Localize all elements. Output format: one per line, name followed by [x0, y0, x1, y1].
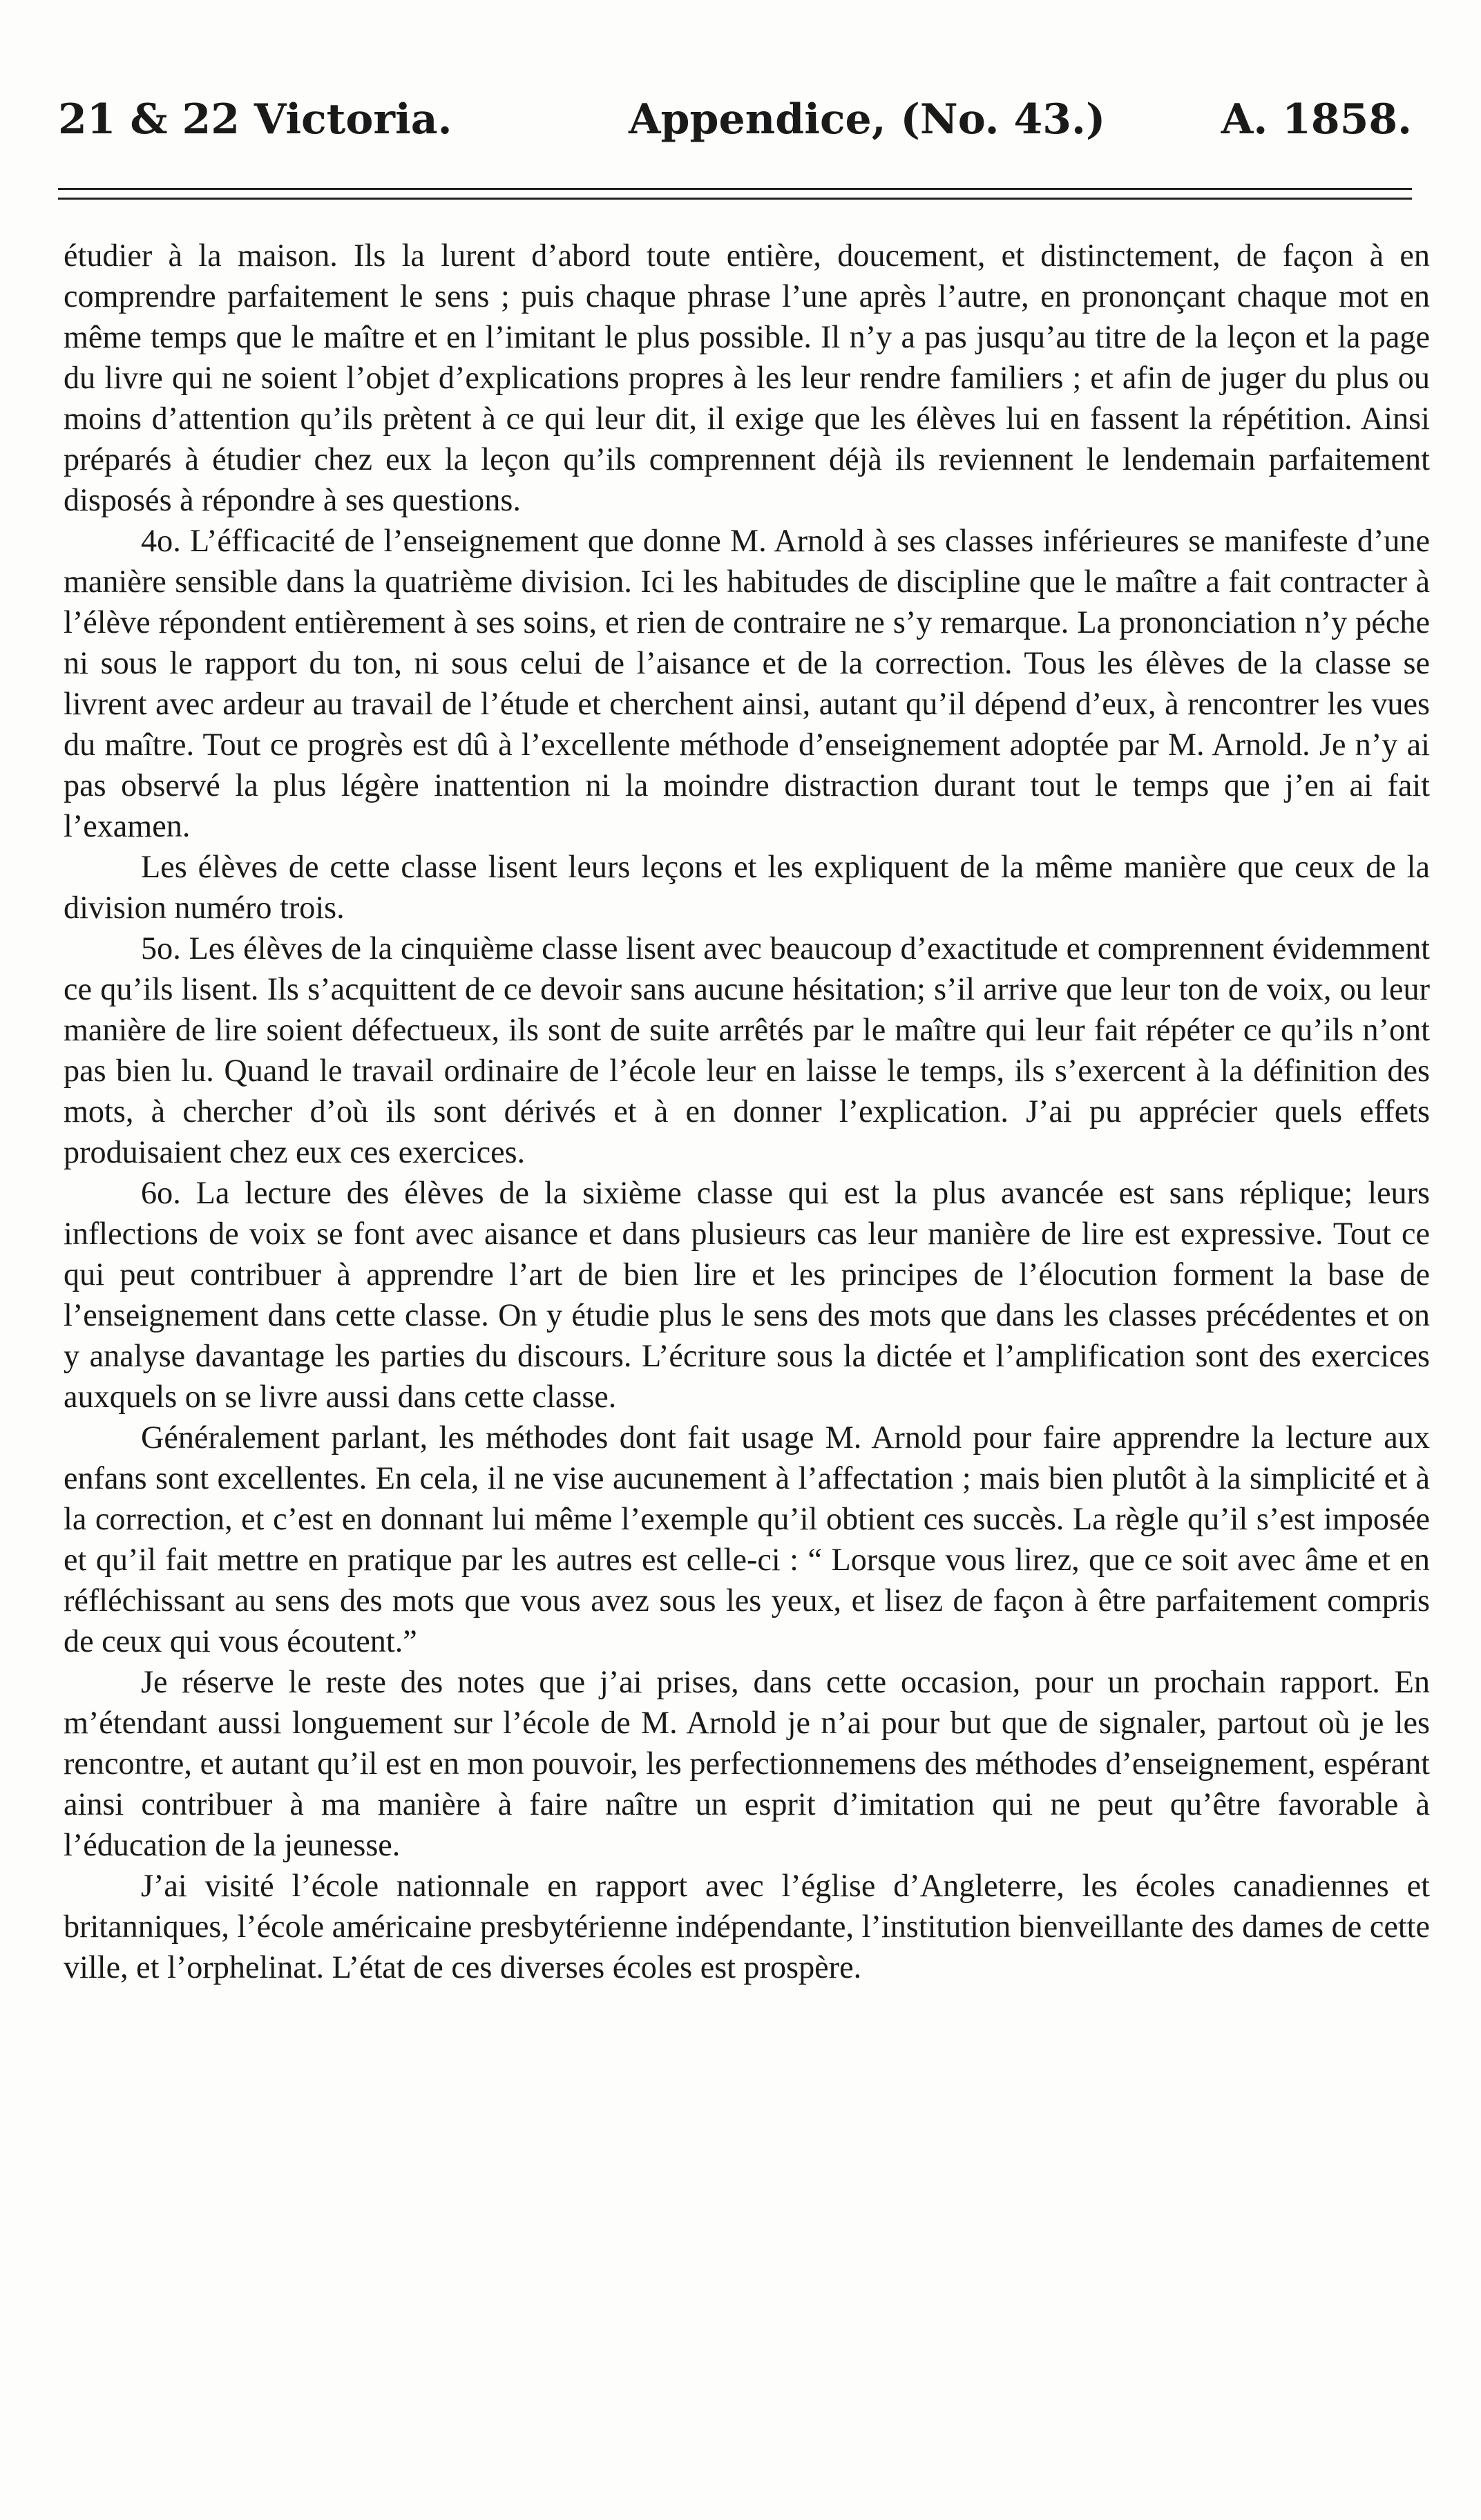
header-rule-bottom — [58, 198, 1412, 200]
header-year: A. 1858. — [1221, 95, 1412, 144]
paragraph-reserve: Je réserve le reste des notes que j’ai prises, dans cette occasion, pour un prochain rapport. En m’étendant aussi longuement sur l’école de M. Arnold je n’ai pour but que de signaler, partout où je les rencontre, et autant qu’il est en mon pouvoir, les perfectionnemens des méthodes d’enseignement, espérant ainsi contribuer à ma manière à faire naître un esprit d’imitation qui ne peut qu’être favorable à l’éducation de la jeunesse. — [64, 1664, 1430, 1862]
paragraph-visite: J’ai visité l’école nationnale en rapport avec l’église d’Angleterre, les écoles canadiennes et britanniques, l’école américaine presbytérienne indépendante, l’institution bienveillante des dames de cette ville, et l’orphelinat. L’état de ces diverses écoles est prospère. — [64, 1868, 1430, 1985]
body-text — [64, 235, 1430, 1987]
paragraph-lecons: Les élèves de cette classe lisent leurs leçons et les expliquent de la même manière que ceux de la division numéro trois. — [64, 849, 1430, 925]
paragraph-continuation: étudier à la maison. Ils la lurent d’abord toute entière, doucement, et distinctement, de façon à en comprendre parfaitement le sens ; puis chaque phrase l’une après l’autre, en prononçant chaque mot en même temps que le maître et en l’imitant le plus possible. Il n’y a pas jusqu’au titre de la leçon et la page du livre qui ne soient l’objet d’explications propres à les leur rendre familiers ; et afin de juger du plus ou moins d’attention qu’ils prètent à ce qui leur dit, il exige que les élèves lui en fassent la répétition. Ainsi préparés à étudier chez eux la leçon qu’ils comprennent déjà ils reviennent le lendemain parfaitement disposés à répondre à ses questions. — [64, 238, 1430, 517]
paragraph-6o: 6o. La lecture des élèves de la sixième classe qui est la plus avancée est sans réplique; leurs inflections de voix se font avec aisance et dans plusieurs cas leur manière de lire est expressive. Tout ce qui peut contribuer à apprendre l’art de bien lire et les principes de l’élocution forment la base de l’enseignement dans cette classe. On y étudie plus le sens des mots que dans les classes précédentes et on y analyse davantage les parties du discours. L’écriture sous la dictée et l’amplification sont des exercices auxquels on se livre aussi dans cette classe. — [64, 1175, 1430, 1414]
header-rule-top — [58, 188, 1412, 190]
paragraph-generalement: Généralement parlant, les méthodes dont fait usage M. Arnold pour faire apprendre la lecture aux enfans sont excellentes. En cela, il ne vise aucunement à l’affectation ; mais bien plutôt à la simplicité et à la correction, et c’est en donnant lui même l’exemple qu’il obtient ces succès. La règle qu’il s’est imposée et qu’il fait mettre en pratique par les autres est celle-ci : “ Lorsque vous lirez, que ce soit avec âme et en réfléchissant au sens des mots que vous avez sous les yeux, et lisez de façon à être parfaitement compris de ceux qui vous écoutent.” — [64, 1420, 1430, 1659]
header-appendix-number: Appendice, (No. 43.) — [629, 95, 1106, 144]
running-header — [58, 88, 1412, 151]
paragraph-5o: 5o. Les élèves de la cinquième classe lisent avec beaucoup d’exactitude et comprennent évidemment ce qu’ils lisent. Ils s’acquittent de ce devoir sans aucune hésitation; s’il arrive que leur ton de voix, ou leur manière de lire soient défectueux, ils sont de suite arrêtés par le maître qui leur fait répéter ce qu’ils n’ont pas bien lu. Quand le travail ordinaire de l’école leur en laisse le temps, ils s’exercent à la définition des mots, à chercher d’où ils sont dérivés et à en donner l’explication. J’ai pu apprécier quels effets produisaient chez eux ces exercices. — [64, 930, 1430, 1170]
paragraph-4o: 4o. L’éfficacité de l’enseignement que donne M. Arnold à ses classes inférieures se manifeste d’une manière sensible dans la quatrième division. Ici les habitudes de discipline que le maître a fait contracter à l’élève répondent entièrement à ses soins, et rien de contraire ne s’y remarque. La prononciation n’y péche ni sous le rapport du ton, ni sous celui de l’aisance et de la correction. Tous les élèves de la classe se livrent avec ardeur au travail de l’étude et cherchent ainsi, autant qu’il dépend d’eux, à rencontrer les vues du maître. Tout ce progrès est dû à l’excellente méthode d’enseignement adoptée par M. Arnold. Je n’y ai pas observé la plus légère inattention ni la moindre distraction durant tout le temps que j’en ai fait l’examen. — [64, 523, 1430, 843]
header-session: 21 & 22 Victoria. — [58, 95, 452, 144]
